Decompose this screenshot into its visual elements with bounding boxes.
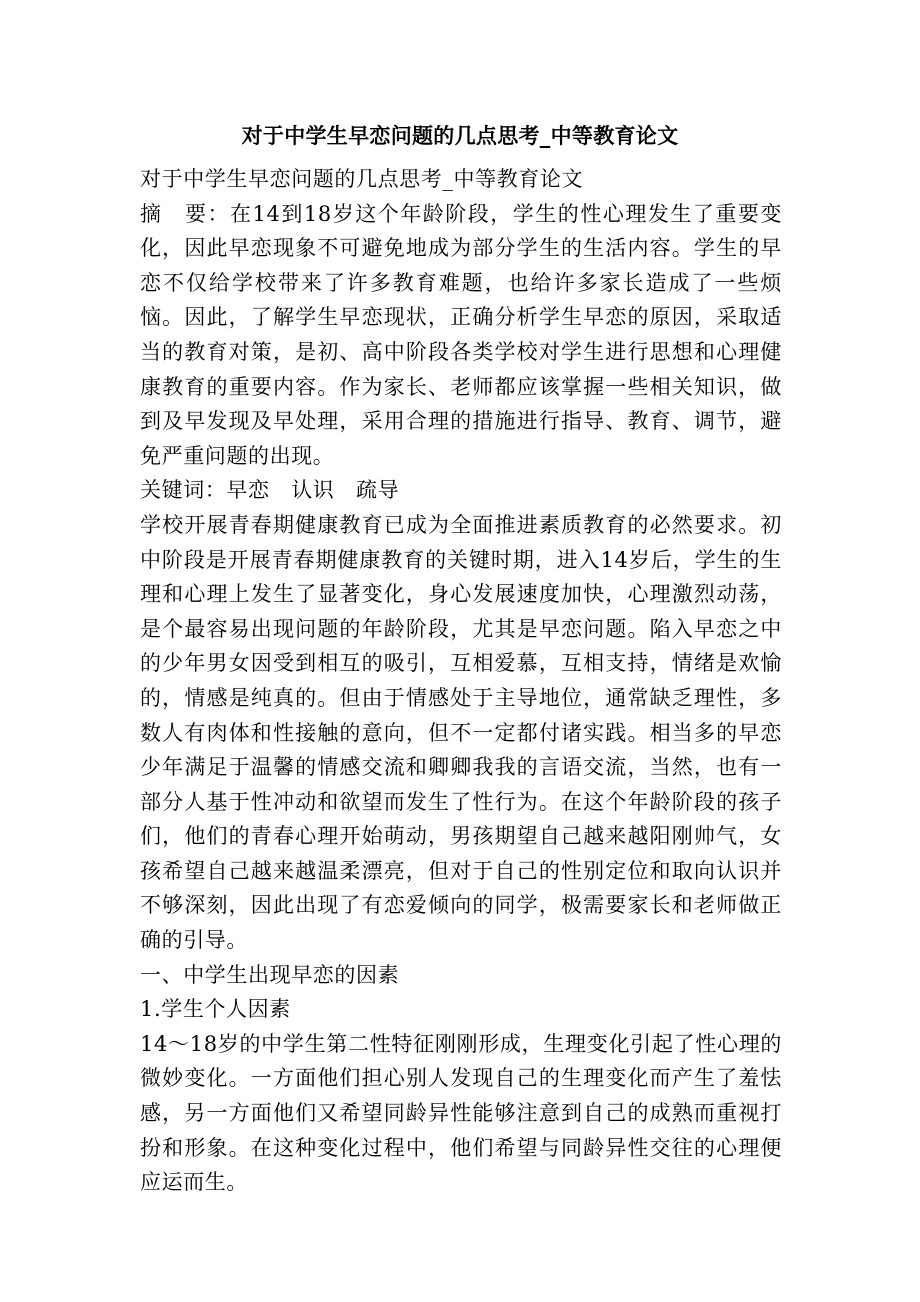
section-heading: 一、中学生出现早恋的因素 <box>140 962 400 987</box>
document-body <box>140 162 782 1200</box>
introduction-paragraph: 学校开展青春期健康教育已成为全面推进素质教育的必然要求。初中阶段是开展青春期健康教育的关键时期，进入14岁后，学生的生理和心理上发生了显著变化，身心发展速度加快，心理激烈动荡，是个最容易出现问题的年龄阶段，尤其是早恋问题。陷入早恋之中的少年男女因受到相互的吸引，互相爱慕，互相支持，情绪是欢愉的，情感是纯真的。但由于情感处于主导地位，通常缺乏理性，多数人有肉体和性接触的意向，但不一定都付诸实践。相当多的早恋少年满足于温馨的情感交流和卿卿我我的言语交流，当然，也有一部分人基于性冲动和欲望而发生了性行为。在这个年龄阶段的孩子们，他们的青春心理开始萌动，男孩期望自己越来越阳刚帅气，女孩希望自己越来越温柔漂亮，但对于自己的性别定位和取向认识并不够深刻，因此出现了有恋爱倾向的同学，极需要家长和老师做正确的引导。 <box>140 512 782 953</box>
document-title: 对于中学生早恋问题的几点思考_中等教育论文 <box>241 123 679 148</box>
subsection-heading: 1.学生个人因素 <box>140 997 291 1022</box>
keywords-paragraph: 关键词：早恋 认识 疏导 <box>140 478 400 503</box>
abstract-paragraph: 摘 要：在14到18岁这个年龄阶段，学生的性心理发生了重要变化，因此早恋现象不可避免地成为部分学生的生活内容。学生的早恋不仅给学校带来了许多教育难题，也给许多家长造成了一些烦恼。因此，了解学生早恋现状，正确分析学生早恋的原因，采取适当的教育对策，是初、高中阶段各类学校对学生进行思想和心理健康教育的重要内容。作为家长、老师都应该掌握一些相关知识，做到及早发现及早处理，采用合理的措施进行指导、教育、调节，避免严重问题的出现。 <box>140 201 782 468</box>
subtitle-paragraph: 对于中学生早恋问题的几点思考_中等教育论文 <box>140 167 584 191</box>
body-paragraph: 14～18岁的中学生第二性特征刚刚形成，生理变化引起了性心理的微妙变化。一方面他们担心别人发现自己的生理变化而产生了羞怯感，另一方面他们又希望同龄异性能够注意到自己的成熟而重视打扮和形象。在这种变化过程中，他们希望与同龄异性交往的心理便应运而生。 <box>140 1031 782 1195</box>
